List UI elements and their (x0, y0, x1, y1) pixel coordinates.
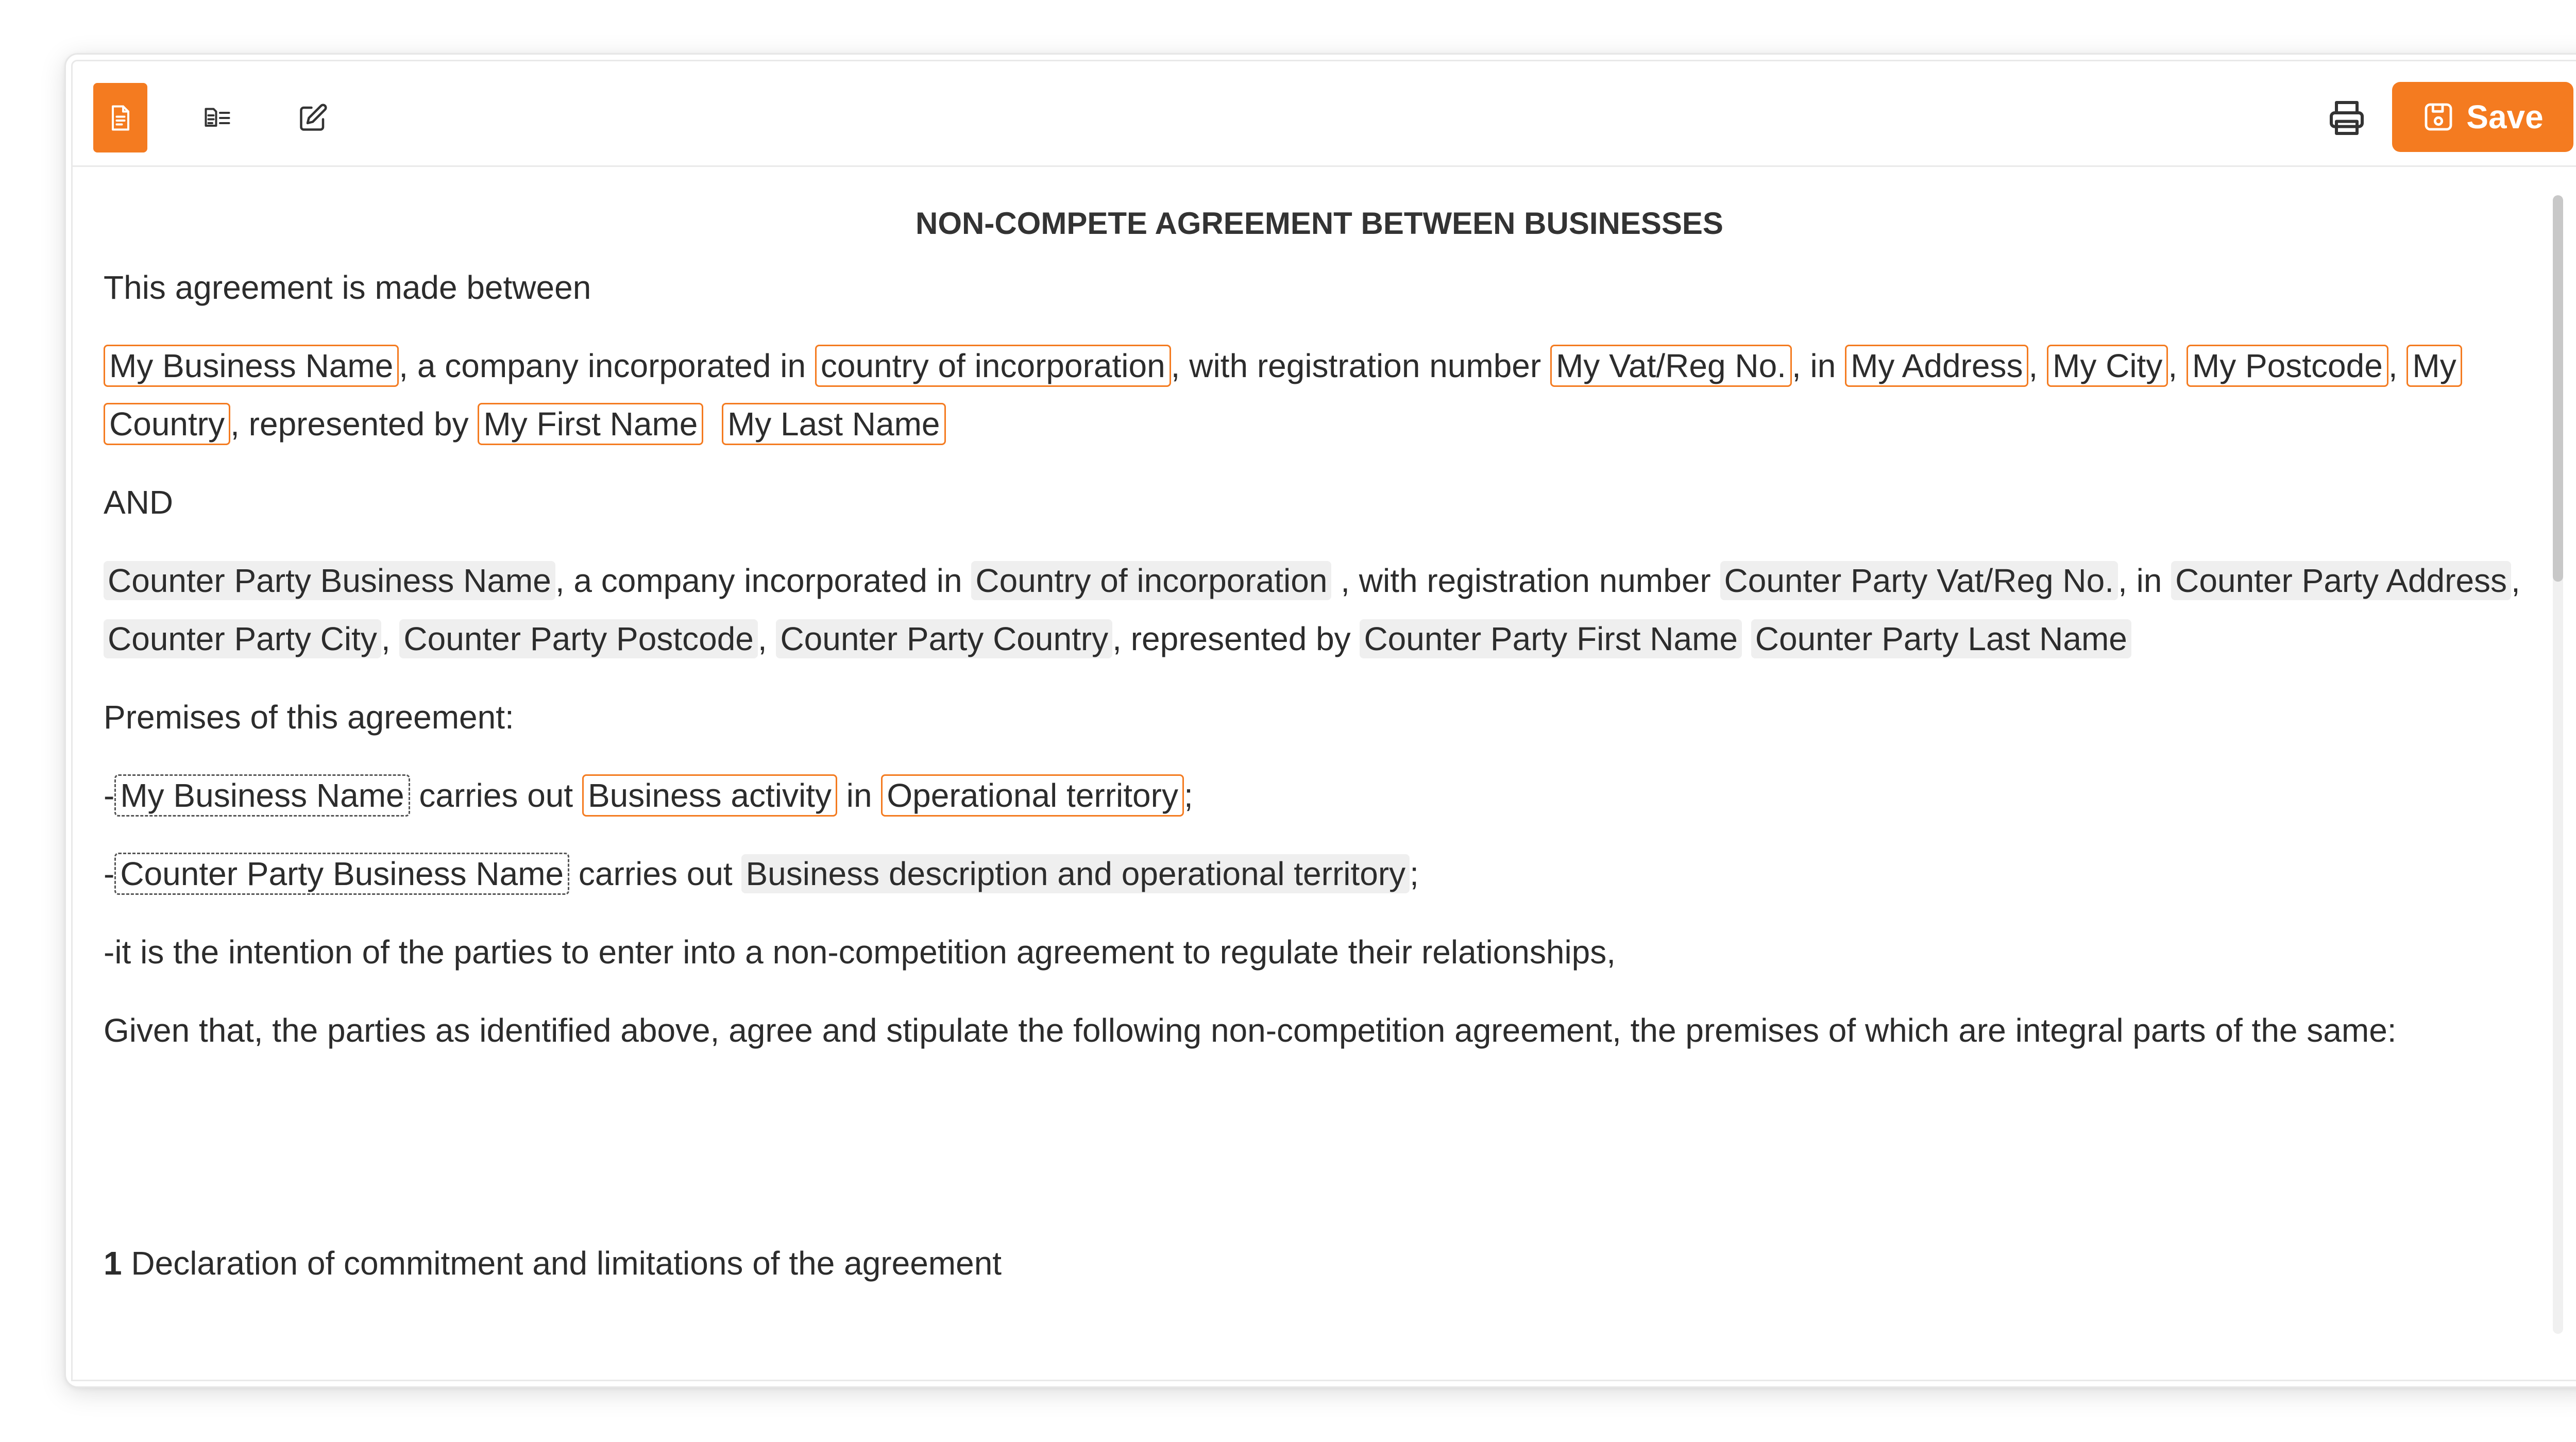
edit-button[interactable] (285, 83, 340, 152)
document-title: NON-COMPETE AGREEMENT BETWEEN BUSINESSES (916, 206, 1723, 241)
premise-2 (104, 845, 2535, 903)
party1-text-in: , in (1791, 347, 1845, 384)
edit-icon (297, 103, 328, 133)
party1-sep3: , (2388, 347, 2407, 384)
section-1-title: Declaration of commitment and limitations of the agreement (122, 1245, 1002, 1282)
premise1-dash: - (104, 777, 115, 814)
print-button[interactable] (2326, 97, 2367, 139)
premise2-dash: - (104, 855, 115, 892)
counter-address-field[interactable]: Counter Party Address (2171, 561, 2511, 600)
party2-sep1: , (2511, 562, 2520, 599)
document-icon (105, 103, 136, 133)
counter-first-name-field[interactable]: Counter Party First Name (1360, 619, 1742, 658)
save-icon (2422, 100, 2455, 133)
my-country-of-incorporation-field[interactable]: country of incorporation (815, 345, 1171, 387)
party2-sep2: , (381, 620, 400, 657)
printer-icon (2326, 97, 2367, 139)
premise1-text-in: in (837, 777, 882, 814)
my-business-name-field[interactable]: My Business Name (104, 345, 399, 387)
premise2-business-name-ref: Counter Party Business Name (114, 853, 569, 895)
party1-sep2: , (2168, 347, 2187, 384)
section-1-number: 1 (104, 1245, 122, 1282)
section-1-heading (104, 1234, 2535, 1293)
premise-1 (104, 767, 2535, 825)
premise-3: -it is the intention of the parties to enter into a non-competition agreement to regulate their relationships, (104, 934, 1616, 971)
save-button[interactable] (2392, 82, 2573, 152)
save-label: Save (2466, 98, 2544, 135)
party1-paragraph (104, 337, 2535, 453)
my-postcode-field[interactable]: My Postcode (2187, 345, 2388, 387)
premise1-business-name-ref: My Business Name (114, 774, 410, 817)
counter-country-of-incorporation-field[interactable]: Country of incorporation (971, 561, 1331, 600)
business-activity-field[interactable]: Business activity (582, 774, 837, 817)
toolbar (71, 60, 2576, 167)
document-content (104, 167, 2535, 1313)
party2-sep3: , (757, 620, 776, 657)
party2-text-company: , a company incorporated in (555, 562, 972, 599)
my-address-field[interactable]: My Address (1845, 345, 2028, 387)
my-vat-field[interactable]: My Vat/Reg No. (1550, 345, 1792, 387)
premises-label: Premises of this agreement: (104, 699, 514, 736)
operational-territory-field[interactable]: Operational territory (881, 774, 1184, 817)
party1-text-company: , a company incorporated in (399, 347, 815, 384)
party1-text-regnum: , with registration number (1171, 347, 1550, 384)
and-label: AND (104, 484, 174, 521)
my-city-field[interactable]: My City (2047, 345, 2168, 387)
counter-city-field[interactable]: Counter Party City (104, 619, 381, 658)
party2-paragraph (104, 552, 2535, 668)
document-area[interactable] (71, 167, 2576, 1381)
my-first-name-field[interactable]: My First Name (478, 403, 703, 445)
scrollbar-track[interactable] (2553, 195, 2563, 1334)
party1-sep1: , (2028, 347, 2047, 384)
counter-postcode-field[interactable]: Counter Party Postcode (399, 619, 757, 658)
premise2-end: ; (1410, 855, 1419, 892)
document-view-button[interactable] (93, 83, 147, 152)
editor-window (64, 53, 2576, 1388)
counter-last-name-field[interactable]: Counter Party Last Name (1751, 619, 2131, 658)
premise1-text-carries: carries out (410, 777, 582, 814)
party1-text-rep: , represented by (230, 405, 478, 443)
spacer (104, 1080, 2535, 1234)
documents-list-icon (202, 103, 233, 133)
given-that-paragraph: Given that, the parties as identified above, agree and stipulate the following non-competition agreement, the premises of which are integral parts of the same: (104, 1012, 2397, 1049)
counter-vat-field[interactable]: Counter Party Vat/Reg No. (1720, 561, 2119, 600)
party2-text-in: , in (2118, 562, 2172, 599)
premise2-text-carries: carries out (569, 855, 742, 892)
premise1-end: ; (1183, 777, 1193, 814)
my-country-field[interactable]: My Country (104, 345, 2462, 445)
counter-business-description-field[interactable]: Business description and operational territory (741, 854, 1410, 893)
party2-text-rep: , represented by (1112, 620, 1360, 657)
intro-paragraph: This agreement is made between (104, 269, 591, 306)
scrollbar-thumb[interactable] (2553, 195, 2563, 582)
counter-business-name-field[interactable]: Counter Party Business Name (104, 561, 555, 600)
my-last-name-field[interactable]: My Last Name (722, 403, 946, 445)
counter-country-field[interactable]: Counter Party Country (776, 619, 1112, 658)
compare-view-button[interactable] (190, 83, 244, 152)
party2-text-regnum: , with registration number (1331, 562, 1720, 599)
